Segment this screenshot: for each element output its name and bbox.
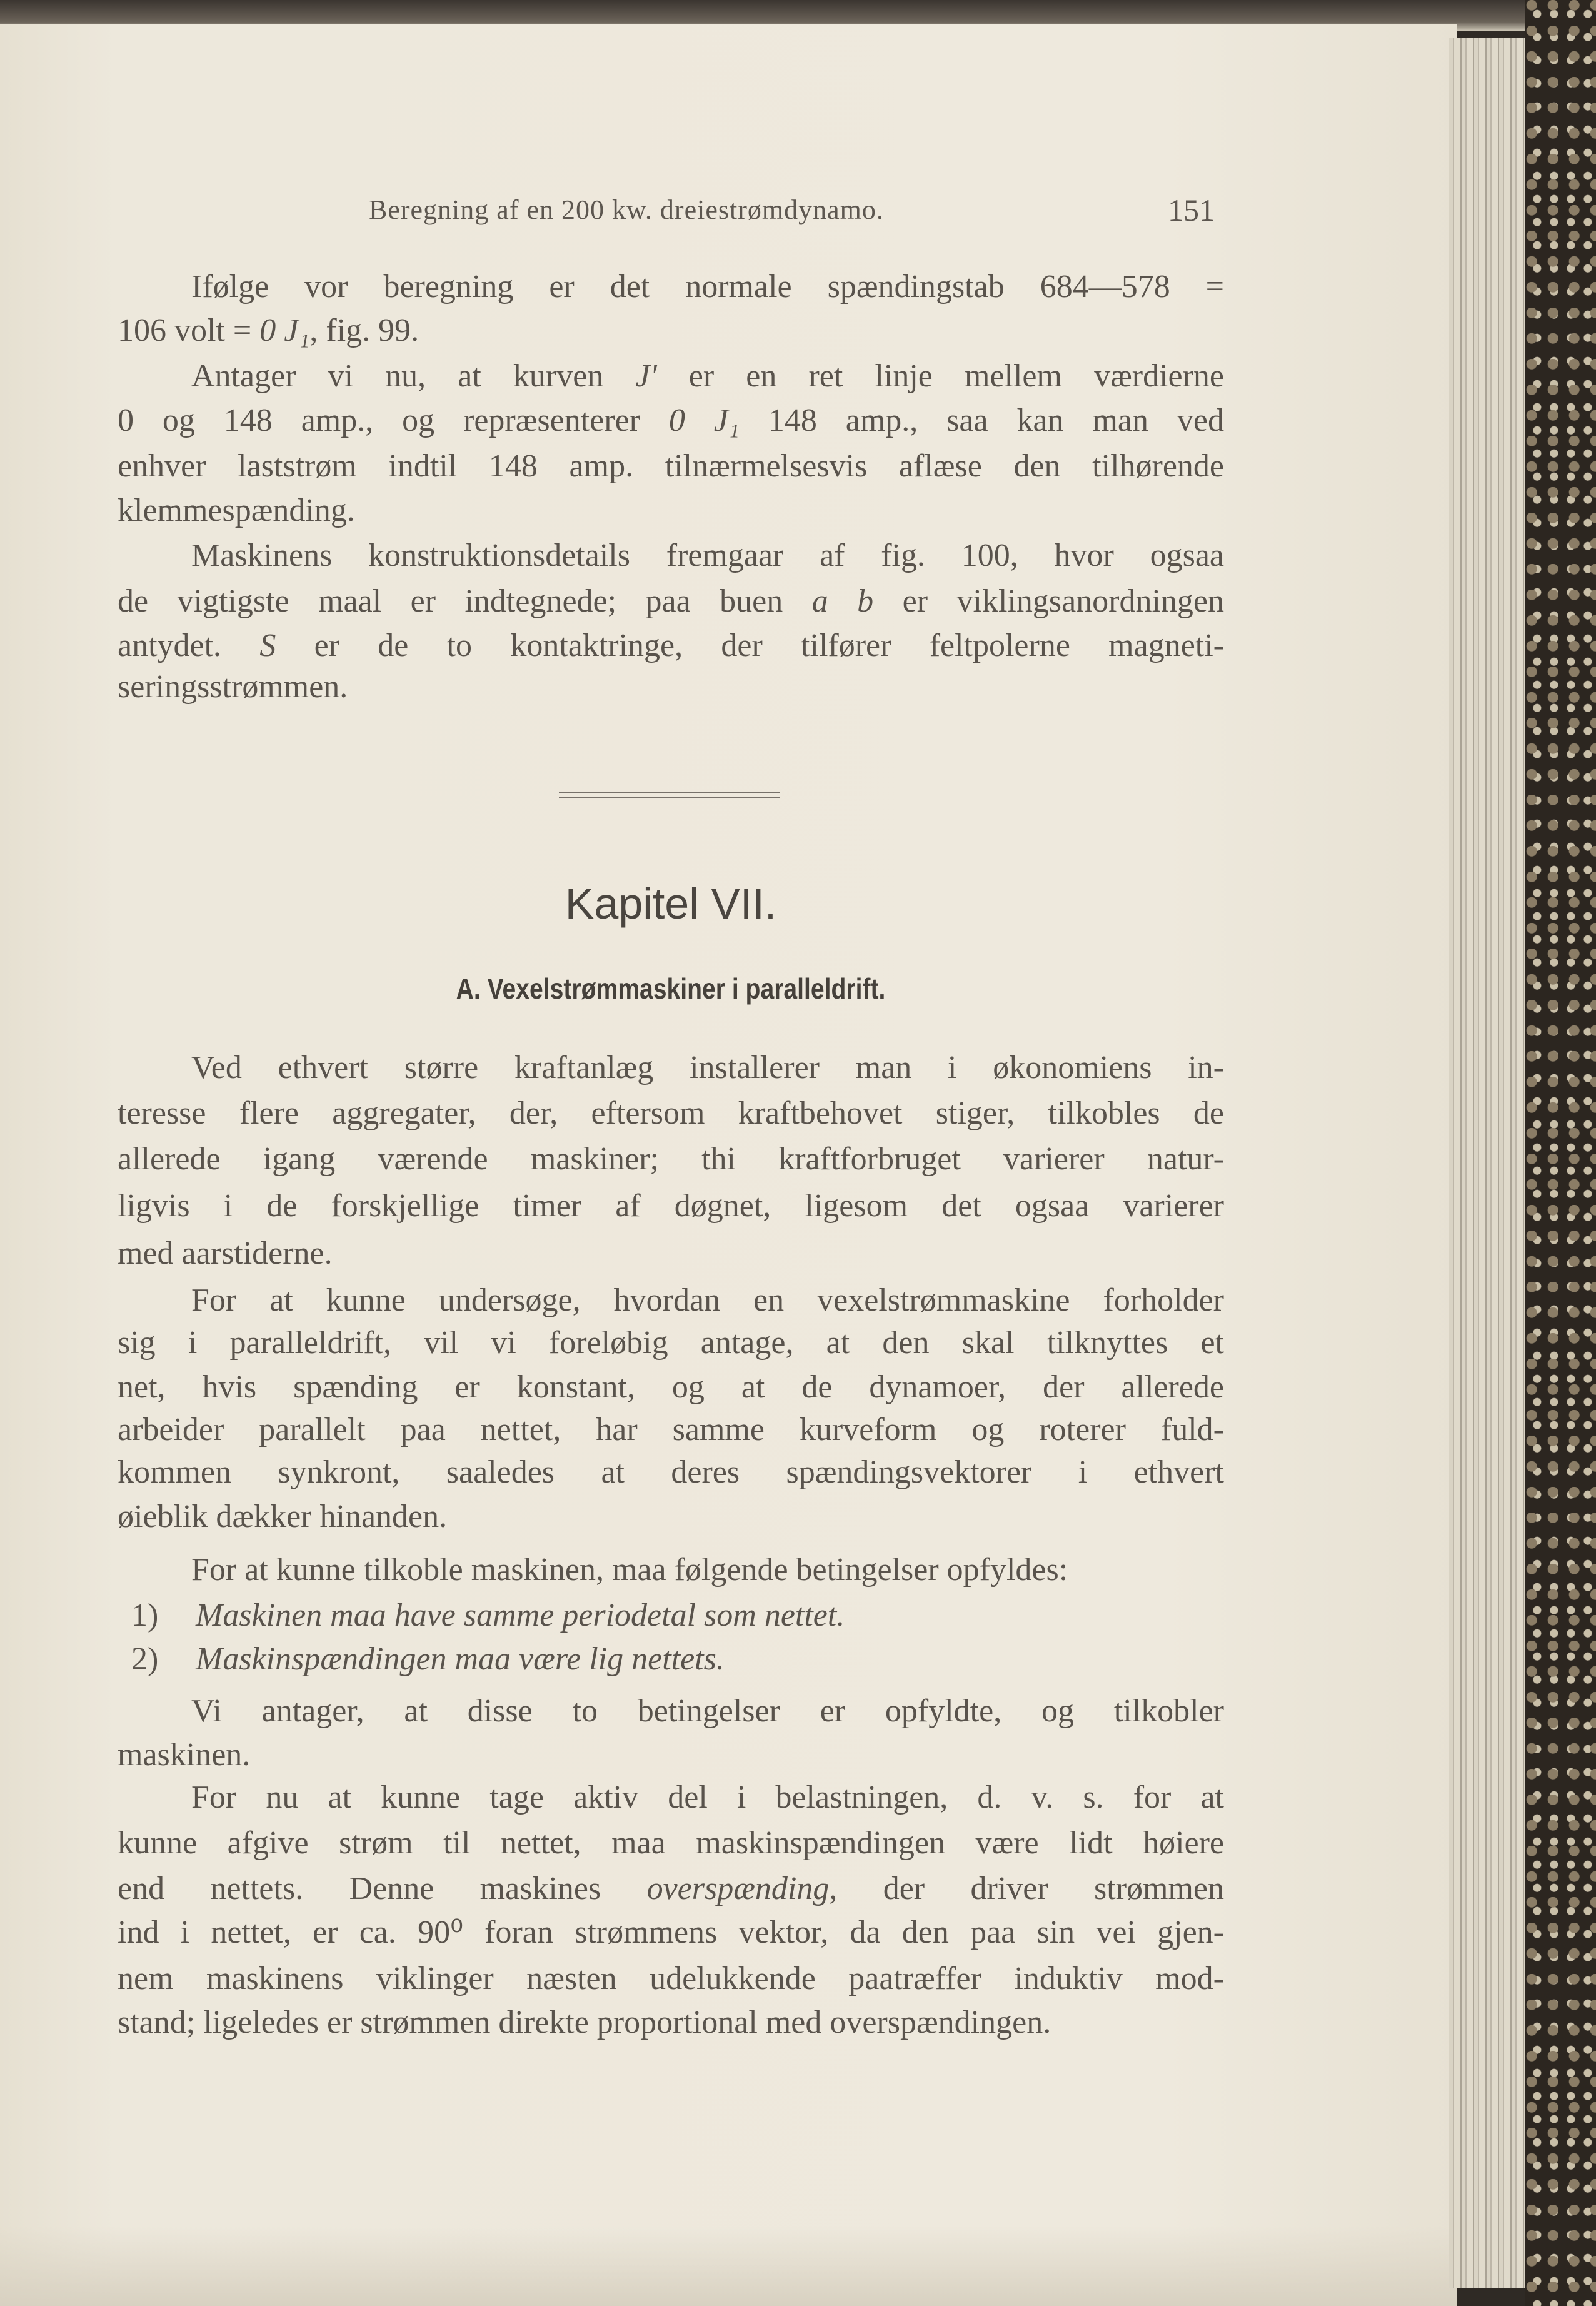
- text-segment: For nu at kunne tage aktiv del i belastningen, d. v. s. for at: [191, 1780, 1224, 1815]
- text-line: [191, 1279, 1224, 1322]
- page-number: 151: [1168, 193, 1215, 228]
- text-line: [191, 265, 1224, 309]
- text-line: [191, 355, 1224, 398]
- text-segment: ligvis i de forskjellige timer af døgnet, ligesom det ogsaa varierer: [118, 1188, 1224, 1224]
- text-segment: nem maskinens viklinger næsten udelukkende paatræffer induktiv mod-: [118, 1961, 1224, 1996]
- text-segment: net, hvis spænding er konstant, og at de dynamoer, der allerede: [118, 1369, 1224, 1405]
- italic-segment: a b: [811, 583, 874, 619]
- text-segment: kunne afgive strøm til nettet, maa maskinspændingen være lidt høiere: [118, 1825, 1224, 1861]
- text-segment: allerede igang værende maskiner; thi kraftforbruget varierer natur-: [118, 1141, 1224, 1177]
- section-rule-top: [559, 792, 780, 793]
- text-segment: Vi antager, at disse to betingelser er opfyldte, og tilkobler: [191, 1693, 1224, 1729]
- text-line: [118, 489, 1224, 533]
- text-line: [118, 2001, 1224, 2045]
- text-segment: Ifølge vor beregning er det normale spændingstab 684—578 =: [191, 269, 1224, 305]
- text-segment: ind i nettet, er ca. 90⁰ foran strømmens vektor, da den paa sin vei gjen-: [118, 1915, 1224, 1950]
- text-line: [191, 1689, 1224, 1733]
- text-line: [191, 1776, 1224, 1820]
- text-segment: end nettets. Denne maskines: [118, 1871, 647, 1906]
- text-line: [118, 1092, 1224, 1135]
- text-line: [118, 309, 1224, 353]
- text-segment: 106 volt =: [118, 313, 260, 348]
- text-segment: maskinen.: [118, 1737, 251, 1773]
- text-segment: er en ret linje mellem værdierne: [656, 358, 1224, 394]
- text-line: [118, 580, 1224, 623]
- text-line: [118, 1184, 1224, 1228]
- text-segment: er viklingsanordningen: [873, 583, 1224, 619]
- italic-segment: 0 J₁: [259, 313, 310, 348]
- text-line: [118, 1137, 1224, 1181]
- italic-segment: J': [635, 358, 657, 394]
- text-line: [118, 1366, 1224, 1409]
- text-line: [191, 1548, 1224, 1592]
- section-rule-bottom: [559, 797, 780, 798]
- text-line: [191, 534, 1224, 578]
- text-segment: Maskinens konstruktionsdetails fremgaar af fig. 100, hvor ogsaa: [191, 538, 1224, 573]
- text-line: [118, 1911, 1224, 1955]
- text-line: [118, 1232, 1224, 1276]
- text-line: [118, 445, 1224, 488]
- text-line: [118, 665, 1224, 709]
- text-line: [191, 1046, 1224, 1090]
- chapter-title: Kapitel VII.: [565, 879, 777, 928]
- text-segment: , der driver strømmen: [829, 1871, 1224, 1906]
- text-segment: enhver laststrøm indtil 148 amp. tilnærmelsesvis aflæse den tilhørende: [118, 448, 1224, 484]
- text-segment: øieblik dækker hinanden.: [118, 1499, 448, 1534]
- text-line: [118, 1867, 1224, 1911]
- text-segment: er de to kontaktringe, der tilfører feltpolerne magneti-: [276, 628, 1224, 663]
- text-segment: 0 og 148 amp., og repræsenterer: [118, 403, 669, 438]
- section-heading: A. Vexelstrømmaskiner i paralleldrift.: [456, 972, 886, 1005]
- text-segment: teresse flere aggregater, der, eftersom kraftbehovet stiger, tilkobles de: [118, 1095, 1224, 1131]
- italic-segment: overspænding: [646, 1871, 830, 1906]
- text-segment: klemmespænding.: [118, 493, 355, 528]
- italic-segment: S: [259, 628, 276, 663]
- text-segment: seringsstrømmen.: [118, 669, 348, 705]
- text-segment: 148 amp., saa kan man ved: [739, 403, 1224, 438]
- text-segment: For at kunne undersøge, hvordan en vexelstrømmaskine forholder: [191, 1282, 1224, 1318]
- text-line: [118, 1821, 1224, 1865]
- page-shadow: [0, 2226, 1457, 2306]
- text-segment: antydet.: [118, 628, 260, 663]
- text-segment: Ved ethvert større kraftanlæg installerer man i økonomiens in-: [191, 1050, 1224, 1085]
- text-segment: Antager vi nu, at kurven: [191, 358, 636, 394]
- text-segment: de vigtigste maal er indtegnede; paa buen: [118, 583, 812, 619]
- text-line: [118, 1495, 1224, 1539]
- text-segment: stand; ligeledes er strømmen direkte proportional med overspændingen.: [118, 2005, 1051, 2040]
- italic-segment: 0 J₁: [668, 403, 740, 438]
- text-line: [118, 1451, 1224, 1494]
- text-line: [118, 1733, 1224, 1777]
- text-segment: kommen synkront, saaledes at deres spændingsvektorer i ethvert: [118, 1454, 1224, 1490]
- running-head: Beregning af en 200 kw. dreiestrømdynamo.: [369, 194, 884, 225]
- text-line: [118, 399, 1224, 443]
- text-segment: For at kunne tilkoble maskinen, maa følgende betingelser opfyldes:: [191, 1552, 1068, 1588]
- text-line: [118, 1957, 1224, 2001]
- text-line: [118, 1408, 1224, 1452]
- text-segment: , fig. 99.: [309, 313, 419, 348]
- page-edges: [1449, 38, 1530, 2288]
- text-segment: med aarstiderne.: [118, 1236, 333, 1271]
- condition-text: Maskinspændingen maa være lig nettets.: [196, 1641, 725, 1677]
- text-line: [118, 624, 1224, 668]
- condition-number: 1): [131, 1598, 159, 1633]
- text-line: [118, 1321, 1224, 1365]
- condition-number: 2): [131, 1641, 159, 1677]
- marbled-binding: [1525, 0, 1596, 2306]
- text-segment: arbeider parallelt paa nettet, har samme kurveform og roterer fuld-: [118, 1412, 1224, 1448]
- text-segment: sig i paralleldrift, vil vi foreløbig antage, at den skal tilknyttes et: [118, 1325, 1224, 1361]
- condition-text: Maskinen maa have samme periodetal som nettet.: [196, 1598, 845, 1633]
